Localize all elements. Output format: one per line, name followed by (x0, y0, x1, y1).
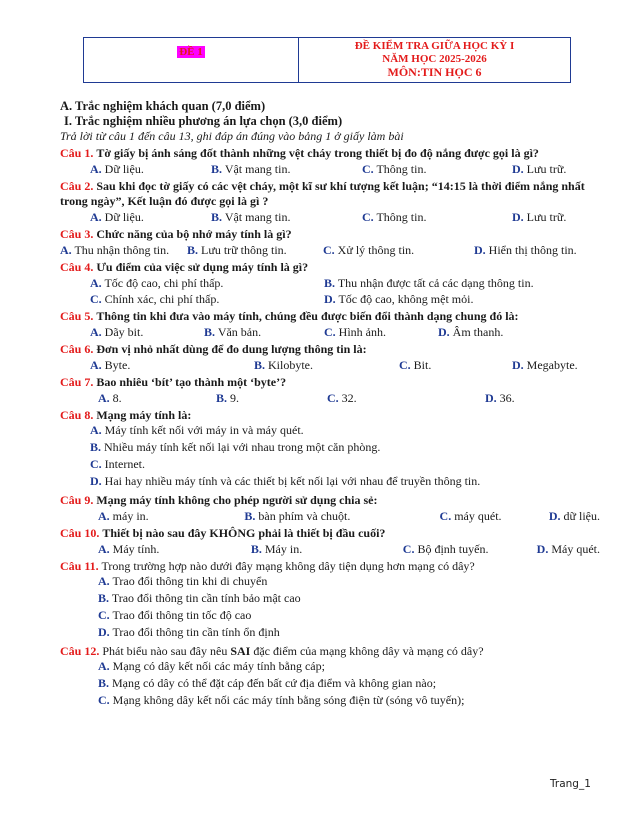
question-10 (60, 526, 600, 557)
option-b: B. Máy in. (250, 541, 303, 556)
section-i-heading: I. Trắc nghiệm nhiều phương án lựa chọn (3,0 điểm) (64, 114, 343, 128)
question-number: Câu 11. (60, 559, 99, 573)
question-3 (60, 227, 600, 258)
question-text: Đơn vị nhỏ nhất dùng để đo dung lượng thông tin là: (96, 342, 367, 356)
question-text: Trong trường hợp nào dưới đây mạng không dây tiện dụng hơn mạng có dây? (101, 559, 475, 573)
option-b: B. Thu nhận được tất cả các dạng thông tin. (324, 275, 534, 290)
option-b: B. Nhiều máy tính kết nối lại với nhau trong một căn phòng. (90, 440, 381, 454)
question-number: Câu 3. (60, 227, 94, 241)
question-text: Thiết bị nào sau đây KHÔNG phải là thiết bị đầu cuối? (102, 526, 386, 540)
option-d: D. dữ liệu. (548, 508, 600, 523)
option-a: A. Dữ liệu. (90, 161, 144, 176)
option-b: B. 9. (216, 390, 240, 405)
option-d: D. Lưu trữ. (512, 209, 567, 224)
question-1 (60, 146, 600, 177)
option-b: B. Văn bản. (204, 324, 262, 339)
options-row (60, 161, 600, 177)
option-a: A. Trao đổi thông tin khi di chuyển (98, 574, 268, 588)
question-11 (60, 559, 600, 642)
option-c: C. Trao đổi thông tin tốc độ cao (98, 608, 252, 622)
exam-body (60, 99, 600, 710)
question-text: Ưu điểm của việc sử dụng máy tính là gì? (96, 260, 309, 274)
question-text: Chức năng của bộ nhớ máy tính là gì? (96, 227, 292, 241)
option-a: A. Thu nhận thông tin. (60, 242, 170, 257)
options-row (60, 291, 600, 307)
question-number: Câu 2. (60, 179, 94, 193)
option-c: C. Hình ảnh. (324, 324, 386, 339)
option-a: A. Tốc độ cao, chi phí thấp. (90, 275, 224, 290)
question-text: Mạng máy tính là: (96, 408, 192, 422)
option-c: C. Thông tin. (362, 161, 427, 176)
option-a: A. Máy tính kết nối với máy in và máy quét. (90, 423, 304, 437)
option-c: C. Xử lý thông tin. (323, 242, 415, 257)
option-b: B. Vật mang tin. (211, 209, 291, 224)
option-b: B. Mạng có dây có thể đặt cáp đến bất cứ địa điểm và không gian nào; (98, 676, 437, 690)
option-d: D. Lưu trữ. (512, 161, 567, 176)
question-text: Thông tin khi đưa vào máy tính, chúng đều được biến đổi thành dạng chung đó là: (96, 309, 519, 323)
school-year: NĂM HỌC 2025-2026 (382, 53, 487, 65)
question-7 (60, 375, 600, 406)
option-c: C. Bộ định tuyến. (402, 541, 489, 556)
question-number: Câu 1. (60, 146, 94, 160)
question-text: Tờ giấy bị ánh sáng đốt thành những vệt cháy trong thiết bị đo độ nắng được gọi là gì? (96, 146, 539, 160)
option-d: D. Hai hay nhiều máy tính và các thiết bị kết nối lại với nhau để truyền thông tin. (90, 474, 481, 488)
option-a: A. Mạng có dây kết nối các máy tính bằng cáp; (98, 659, 325, 673)
option-a: A. máy in. (98, 508, 149, 523)
option-b: B. Trao đổi thông tin cần tính bảo mật cao (98, 591, 301, 605)
option-d: D. Trao đổi thông tin cần tính ổn định (98, 625, 280, 639)
option-c: C. Bit. (399, 357, 432, 372)
question-number: Câu 12. (60, 644, 100, 658)
options-row (60, 357, 600, 373)
options-row (60, 242, 600, 258)
question-number: Câu 8. (60, 408, 94, 422)
question-text: Phát biểu nào sau đây nêu SAI đặc điểm của mạng không dây và mạng có dây? (102, 644, 484, 658)
option-a: A. Byte. (90, 357, 131, 372)
option-d: D. Tốc độ cao, không mệt mỏi. (324, 291, 474, 306)
question-8 (60, 408, 600, 491)
exam-header (83, 37, 571, 83)
question-2 (60, 179, 600, 225)
question-4 (60, 260, 600, 307)
option-d: D. 36. (485, 390, 515, 405)
option-a: A. Dãy bit. (90, 324, 144, 339)
question-number: Câu 4. (60, 260, 94, 274)
question-number: Câu 6. (60, 342, 94, 356)
option-b: B. Lưu trữ thông tin. (187, 242, 287, 257)
option-c: C. máy quét. (439, 508, 502, 523)
option-b: B. bàn phím và chuột. (244, 508, 351, 523)
options-row (60, 275, 600, 291)
option-c: C. Internet. (90, 457, 145, 471)
option-c: C. Mạng không dây kết nối các máy tính bằng sóng điện từ (sóng vô tuyến); (98, 693, 465, 707)
option-d: D. Megabyte. (512, 357, 578, 372)
exam-code: ĐỀ 1 (179, 46, 203, 58)
option-a: A. 8. (98, 390, 122, 405)
question-text: Mạng máy tính không cho phép người sử dụng chia sẻ: (96, 493, 378, 507)
options-row (60, 508, 600, 524)
question-number: Câu 10. (60, 526, 100, 540)
question-6 (60, 342, 600, 373)
options-row (60, 209, 600, 225)
question-text: Bao nhiêu ‘bít’ tạo thành một ‘byte’? (96, 375, 287, 389)
question-text: Sau khi đọc tờ giấy có các vệt cháy, một kĩ sư khí tượng kết luận; “14:15 là thời điểm nắng nhất trong ngày”, Kết luận đó được gọi là gì ? (60, 179, 585, 208)
question-number: Câu 5. (60, 309, 94, 323)
instruction: Trả lời từ câu 1 đến câu 13, ghi đáp án đúng vào bảng 1 ở giấy làm bài (60, 129, 404, 143)
question-12 (60, 644, 600, 710)
option-c: C. 32. (327, 390, 357, 405)
option-d: D. Hiển thị thông tin. (474, 242, 577, 257)
option-d: D. Máy quét. (536, 541, 600, 556)
option-a: A. Máy tính. (98, 541, 160, 556)
options-row (60, 324, 600, 340)
page-number: Trang_1 (550, 778, 591, 790)
question-number: Câu 9. (60, 493, 94, 507)
option-b: B. Kilobyte. (254, 357, 314, 372)
option-d: D. Âm thanh. (438, 324, 504, 339)
option-c: C. Thông tin. (362, 209, 427, 224)
option-a: A. Dữ liệu. (90, 209, 144, 224)
exam-title-cell (299, 38, 570, 82)
option-c: C. Chính xác, chi phí thấp. (90, 291, 220, 306)
question-5 (60, 309, 600, 340)
exam-code-cell (84, 38, 299, 82)
options-row (60, 541, 600, 557)
question-number: Câu 7. (60, 375, 94, 389)
options-row (60, 390, 600, 406)
subject: MÔN:TIN HỌC 6 (387, 65, 482, 79)
option-b: B. Vật mang tin. (211, 161, 291, 176)
section-a-heading: A. Trắc nghiệm khách quan (7,0 điểm) (60, 99, 266, 113)
exam-title: ĐỀ KIỂM TRA GIỮA HỌC KỲ I (354, 40, 515, 52)
question-9 (60, 493, 600, 524)
